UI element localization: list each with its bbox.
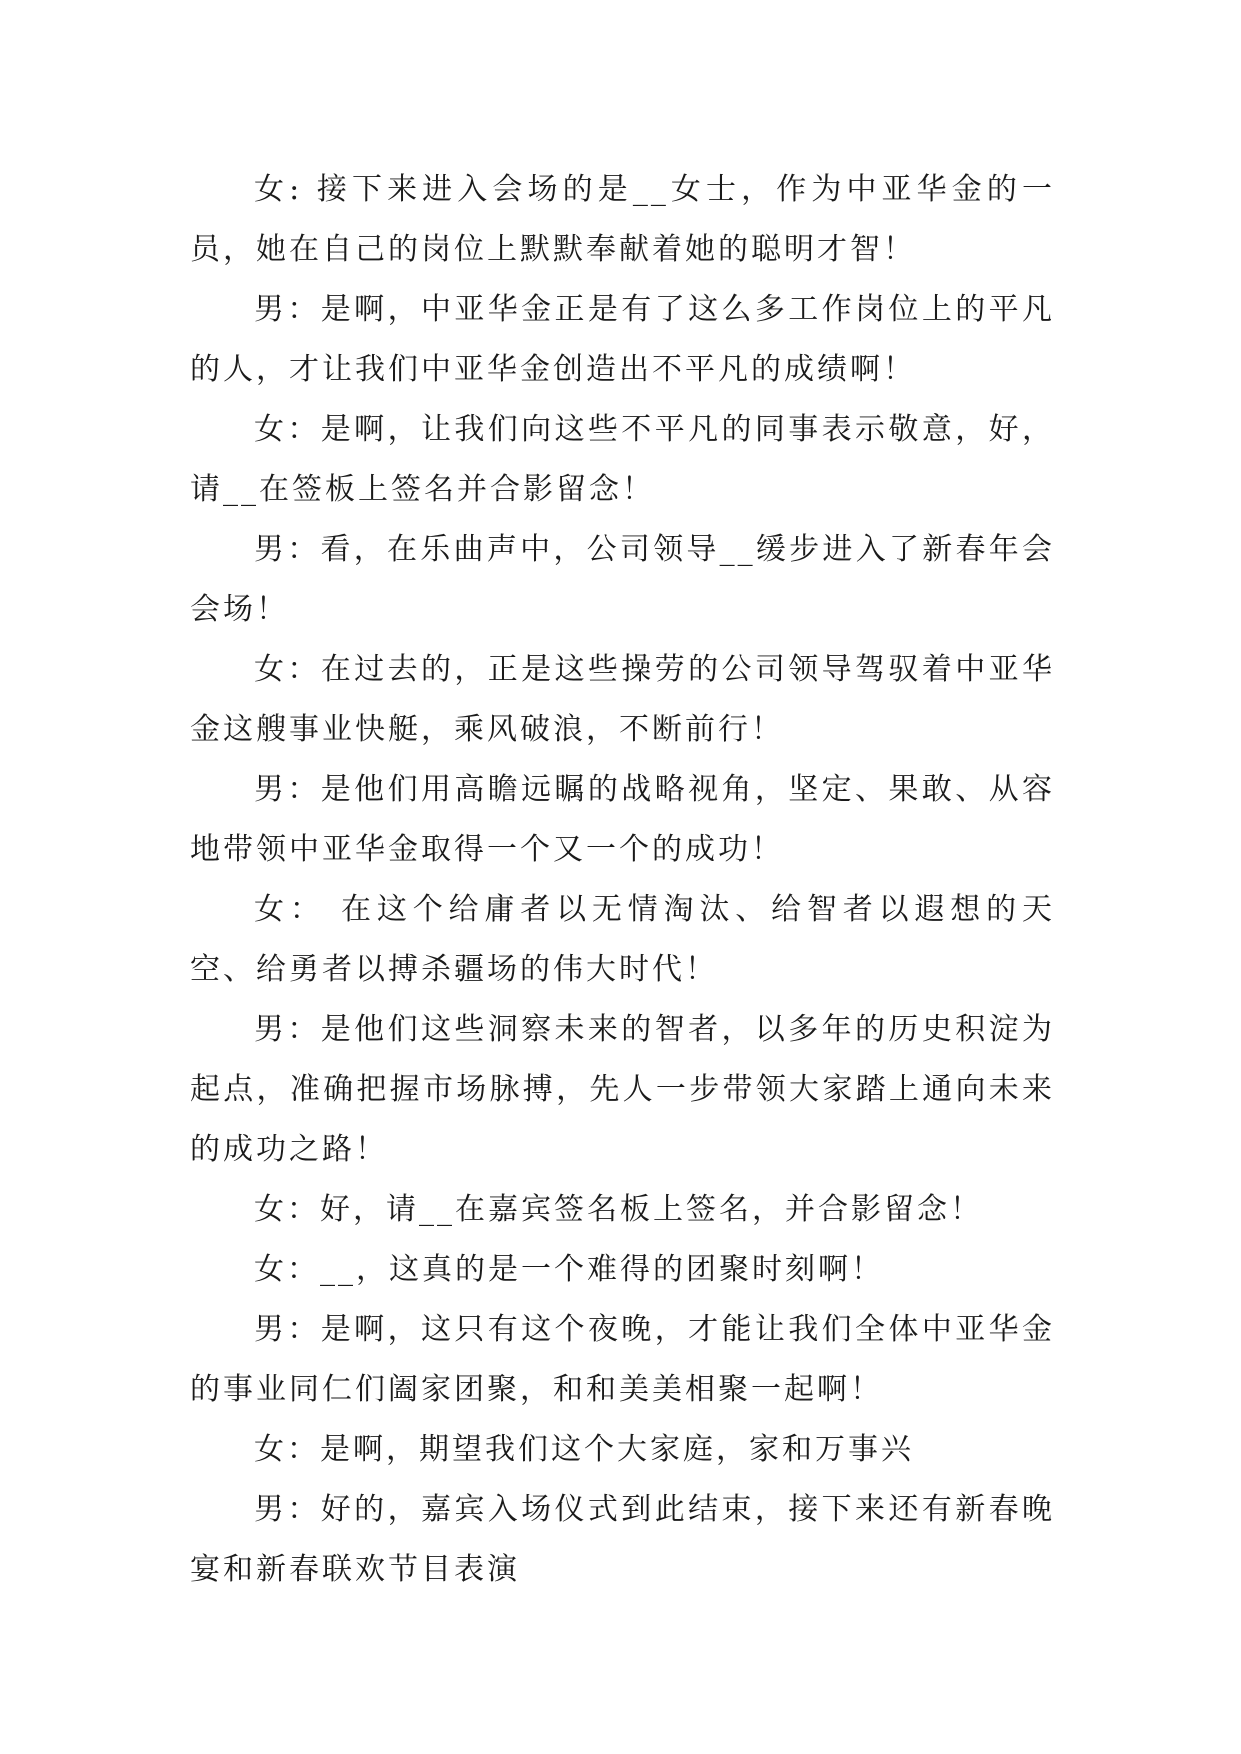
paragraph: 男：是他们这些洞察未来的智者，以多年的历史积淀为起点，准确把握市场脉搏，先人一步带领大家踏上通向未来的成功之路！	[190, 1012, 1055, 1167]
paragraph: 男：是啊，中亚华金正是有了这么多工作岗位上的平凡的人，才让我们中亚华金创造出不平凡的成绩啊！	[190, 292, 1055, 387]
paragraph: 男：是啊，这只有这个夜晚，才能让我们全体中亚华金的事业同仁们阖家团聚，和和美美相聚一起啊！	[190, 1312, 1055, 1407]
paragraph: 男：好的，嘉宾入场仪式到此结束，接下来还有新春晚宴和新春联欢节目表演	[190, 1492, 1055, 1587]
paragraph: 男：看，在乐曲声中，公司领导__缓步进入了新春年会会场！	[190, 532, 1055, 627]
paragraph: 女：是啊，期望我们这个大家庭，家和万事兴	[254, 1432, 914, 1467]
paragraph: 女：__，这真的是一个难得的团聚时刻啊！	[254, 1252, 884, 1287]
paragraph: 女：好，请__在嘉宾签名板上签名，并合影留念！	[254, 1192, 983, 1227]
paragraph: 女：在过去的，正是这些操劳的公司领导驾驭着中亚华金这艘事业快艇，乘风破浪，不断前行！	[190, 652, 1055, 747]
paragraph: 男：是他们用高瞻远瞩的战略视角，坚定、果敢、从容地带领中亚华金取得一个又一个的成功！	[190, 772, 1055, 867]
dialogue-body	[190, 160, 1055, 1600]
paragraph: 女：是啊，让我们向这些不平凡的同事表示敬意，好，请__在签板上签名并合影留念！	[190, 412, 1055, 507]
paragraph: 女： 在这个给庸者以无情淘汰、给智者以遐想的天空、给勇者以搏杀疆场的伟大时代！	[190, 892, 1055, 987]
paragraph: 女: 接下来进入会场的是__女士，作为中亚华金的一员，她在自己的岗位上默默奉献着她的聪明才智！	[190, 172, 1055, 267]
